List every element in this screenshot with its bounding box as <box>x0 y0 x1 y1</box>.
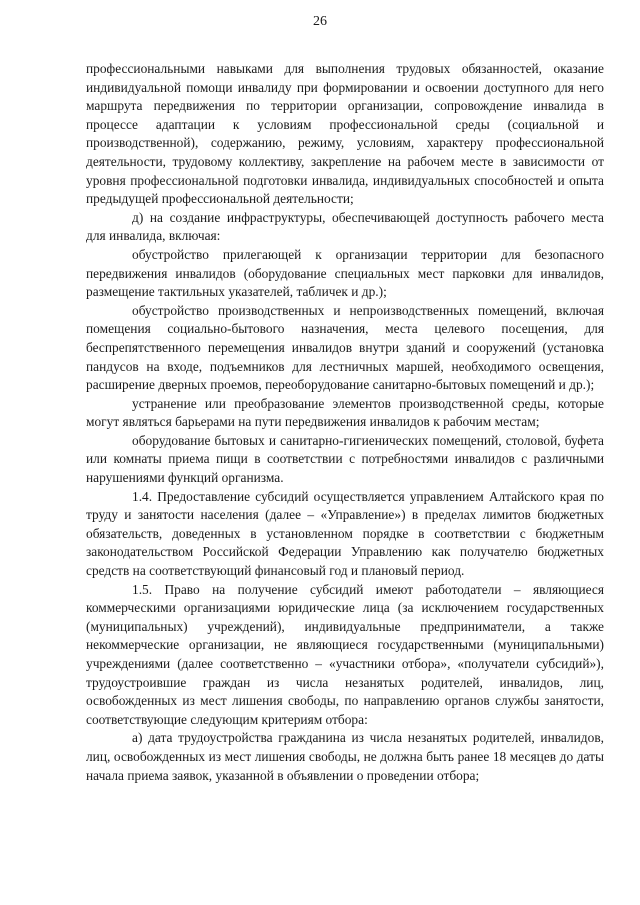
paragraph-item-d: д) на создание инфраструктуры, обеспечивающей доступность рабочего места для инвалида, включая: <box>86 209 604 244</box>
paragraph-territory: обустройство прилегающей к организации территории для безопасного передвижения инвалидов (оборудование специальных мест парковки для инвалидов, размещение тактильных указателей, табличек и др.); <box>86 246 604 300</box>
paragraph-continuation: профессиональными навыками для выполнения трудовых обязанностей, оказание индивидуальной помощи инвалиду при формировании и освоении доступного для него маршрута передвижения по территории организации, сопровождение инвалида в процессе адаптации к условиям профессиональной среды (социальной и производственной), содержанию, режиму, условиям, характеру профессиональной деятельности, трудовому коллективу, закрепление на рабочем месте в зависимости от уровня профессиональной подготовки инвалида, индивидуальных способностей и опыта предыдущей профессиональной деятельности; <box>86 61 604 207</box>
paragraph-item-a: а) дата трудоустройства гражданина из числа незанятых родителей, инвалидов, лиц, освобожденных из мест лишения свободы, не должна быть ранее 18 месяцев до даты начала приема заявок, указанной в объявлении о проведении отбора; <box>86 730 604 783</box>
document-body <box>86 60 604 785</box>
paragraph-premises: обустройство производственных и непроизводственных помещений, включая помещения социально-бытового назначения, места целевого посещения, для беспрепятственного перемещения инвалидов внутри зданий и сооружений (установка пандусов на входе, подъемников для лестничных маршей, необходимого освещения, расширение дверных проемов, переоборудование санитарно-бытовых помещений и др.); <box>86 302 604 393</box>
paragraph-equipment: оборудование бытовых и санитарно-гигиенических помещений, столовой, буфета или комнаты приема пищи в соответствии с потребностями инвалидов с различными нарушениями функций организма. <box>86 432 604 486</box>
page-number: 26 <box>313 14 327 29</box>
paragraph-1-4: 1.4. Предоставление субсидий осуществляется управлением Алтайского края по труду и занятости населения (далее – «Управление») в пределах лимитов бюджетных обязательств, доведенных в установленном порядке в соответствии с бюджетным законодательством Российской Федерации Управлению как получателю бюджетных средств на соответствующий финансовый год и плановый период. <box>86 488 604 579</box>
paragraph-barriers: устранение или преобразование элементов производственной среды, которые могут являться барьерами на пути передвижения инвалидов к рабочим местам; <box>86 395 604 430</box>
paragraph-1-5: 1.5. Право на получение субсидий имеют работодатели – являющиеся коммерческими организациями юридические лица (за исключением государственных (муниципальных) учреждений), индивидуальные предприниматели, а также некоммерческие организации, не являющиеся государственными (муниципальными) учреждениями (далее соответственно – «участники отбора», «получатели субсидий»), трудоустроившие граждан из числа незанятых родителей, инвалидов, лиц, освобожденных из мест лишения свободы, по направлению органов службы занятости, соответствующие следующим критериям отбора: <box>86 581 604 727</box>
